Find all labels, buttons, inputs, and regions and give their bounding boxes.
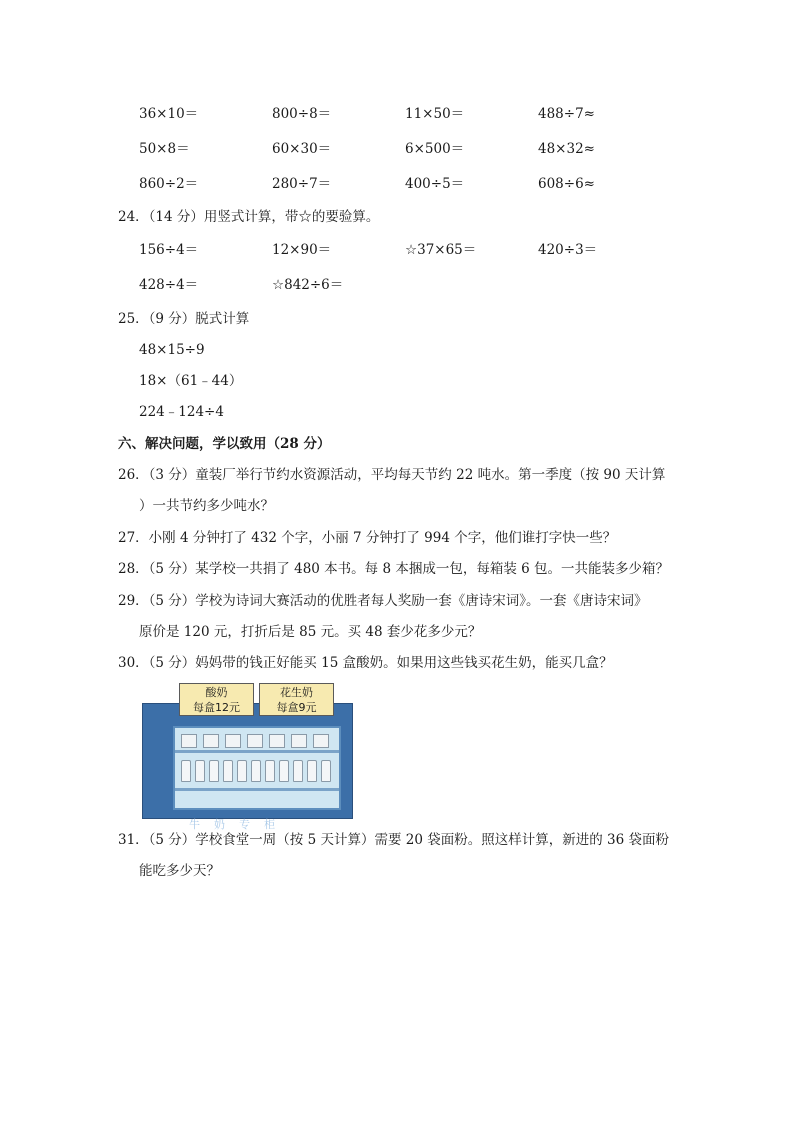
- question-27: [0, 527, 794, 549]
- mental-row-1: [0, 103, 794, 125]
- sign-price: 每盒9元: [276, 701, 317, 714]
- milk-bottle: [293, 760, 303, 782]
- sign-product: 酸奶: [205, 686, 228, 699]
- yogurt-box: [313, 734, 329, 748]
- milk-bottle: [321, 760, 331, 782]
- question-text: 原价是 120 元，打折后是 85 元。买 48 套少花多少元？: [139, 624, 482, 640]
- sign-price: 每盒12元: [193, 701, 240, 714]
- question-24-row-2: [0, 274, 794, 296]
- expression: 156÷4＝: [139, 242, 199, 258]
- milk-bottle: [237, 760, 247, 782]
- section-heading: [0, 433, 794, 455]
- expression: 12×90＝: [272, 242, 332, 258]
- cabinet-window: [173, 726, 341, 810]
- expression: 18×（61﹣44）: [139, 373, 243, 389]
- expression: 50×8＝: [139, 141, 190, 157]
- milk-bottle: [195, 760, 205, 782]
- yogurt-box: [181, 734, 197, 748]
- expression: 860÷2＝: [139, 176, 199, 192]
- yogurt-box: [247, 734, 263, 748]
- yogurt-box: [203, 734, 219, 748]
- question-24-title: [0, 206, 794, 228]
- question-28: [0, 558, 794, 580]
- expression: 428÷4＝: [139, 277, 199, 293]
- shelf: [175, 750, 339, 753]
- question-text: ）一共节约多少吨水？: [139, 498, 274, 514]
- expression: ☆842÷6＝: [272, 277, 344, 293]
- question-31-line-2: [0, 860, 794, 882]
- question-text: 28．（5 分）某学校一共捐了 480 本书。每 8 本捆成一包，每箱装 6 包。一共能装多少箱？: [118, 561, 670, 577]
- sign-product: 花生奶: [280, 686, 313, 699]
- milk-bottle: [251, 760, 261, 782]
- expression: ☆37×65＝: [405, 242, 477, 258]
- expression: 224﹣124÷4: [139, 404, 224, 420]
- question-text: 30．（5 分）妈妈带的钱正好能买 15 盒酸奶。如果用这些钱买花生奶，能买几盒？: [118, 655, 613, 671]
- question-25-item-1: [0, 339, 794, 361]
- expression: 48×32≈: [538, 141, 595, 157]
- question-25-title: [0, 308, 794, 330]
- question-text: 29．（5 分）学校为诗词大赛活动的优胜者每人奖励一套《唐诗宋词》。一套《唐诗宋词》: [118, 593, 648, 609]
- question-text: 26．（3 分）童装厂举行节约水资源活动，平均每天节约 22 吨水。第一季度（按 90 天计算: [118, 467, 666, 483]
- question-26-line-2: [0, 495, 794, 517]
- question-29-line-2: [0, 621, 794, 643]
- question-26-line-1: [0, 464, 794, 486]
- expression: 11×50＝: [405, 106, 465, 122]
- question-text: 25．（9 分）脱式计算: [118, 311, 250, 327]
- section-title: 六、解决问题，学以致用（28 分）: [118, 436, 331, 452]
- milk-bottle: [209, 760, 219, 782]
- mental-row-2: [0, 138, 794, 160]
- expression: 800÷8＝: [272, 106, 332, 122]
- peanut-milk-price-sign: [259, 683, 334, 716]
- milk-bottle: [265, 760, 275, 782]
- expression: 60×30＝: [272, 141, 332, 157]
- question-31-line-1: [0, 829, 794, 851]
- expression: 36×10＝: [139, 106, 199, 122]
- expression: 488÷7≈: [538, 106, 595, 122]
- question-25-item-3: [0, 401, 794, 423]
- milk-cabinet-illustration: [142, 683, 353, 831]
- question-text: 31．（5 分）学校食堂一周（按 5 天计算）需要 20 袋面粉。照这样计算，新进的 36 袋面粉: [118, 832, 670, 848]
- milk-bottle: [279, 760, 289, 782]
- yogurt-box: [269, 734, 285, 748]
- yogurt-box: [225, 734, 241, 748]
- shelf: [175, 788, 339, 791]
- yogurt-price-sign: [179, 683, 254, 716]
- question-text: 27．小刚 4 分钟打了 432 个字，小丽 7 分钟打了 994 个字，他们谁打字快一些？: [118, 530, 617, 546]
- cabinet-body: [142, 703, 353, 831]
- expression: 6×500＝: [405, 141, 465, 157]
- question-25-item-2: [0, 370, 794, 392]
- mental-row-3: [0, 173, 794, 195]
- milk-bottle: [307, 760, 317, 782]
- question-text: 24．（14 分）用竖式计算，带☆的要验算。: [118, 209, 380, 225]
- cabinet-label: 牛奶专柜: [189, 818, 289, 831]
- yogurt-box: [291, 734, 307, 748]
- question-30: [0, 652, 794, 674]
- expression: 400÷5＝: [405, 176, 465, 192]
- question-29-line-1: [0, 590, 794, 612]
- question-text: 能吃多少天？: [139, 863, 220, 879]
- expression: 608÷6≈: [538, 176, 595, 192]
- question-24-row-1: [0, 239, 794, 261]
- expression: 48×15÷9: [139, 342, 205, 358]
- milk-bottle: [223, 760, 233, 782]
- expression: 280÷7＝: [272, 176, 332, 192]
- milk-bottle: [181, 760, 191, 782]
- expression: 420÷3＝: [538, 242, 598, 258]
